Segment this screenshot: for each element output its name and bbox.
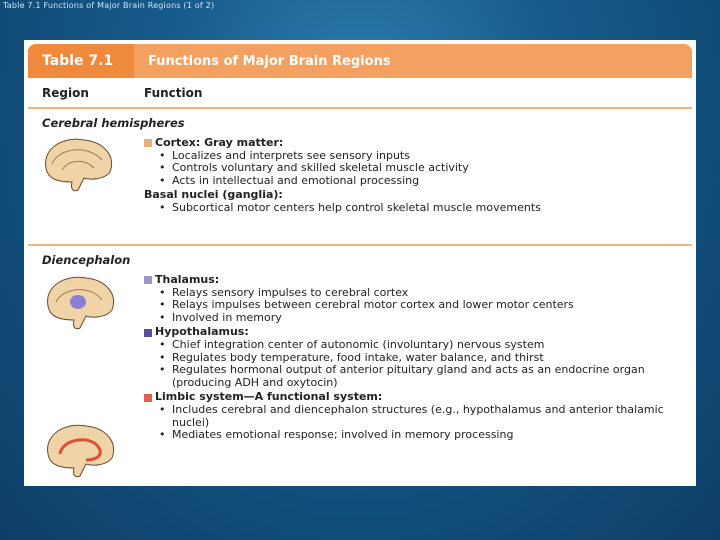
thalamus-swatch — [144, 276, 152, 284]
table-header — [28, 44, 692, 78]
col-region: Region — [42, 86, 89, 100]
brain-thalamus-image — [40, 272, 120, 332]
group-heading: Limbic system—A functional system: — [155, 390, 383, 404]
section-cerebral: Cerebral hemispheres — [42, 116, 185, 130]
section-diencephalon: Diencephalon — [42, 253, 131, 267]
bullet: • Regulates hormonal output of anterior pituitary gland and acts as an endocrine organ — [144, 364, 696, 377]
bullet: • Includes cerebral and diencephalon structures (e.g., hypothalamus and anterior thalamic nuclei) — [144, 404, 696, 429]
group-heading: Thalamus: — [155, 273, 220, 286]
bullet: • Localizes and interprets see sensory inputs — [144, 150, 541, 163]
limbic-swatch — [144, 394, 152, 402]
group-diencephalon — [144, 274, 696, 442]
bullet: • Mediates emotional response; involved in memory processing — [144, 429, 696, 442]
bullet: • Relays sensory impulses to cerebral cortex — [144, 287, 696, 300]
group-heading: Basal nuclei (ganglia): — [144, 188, 283, 202]
table-panel — [24, 40, 696, 486]
group-cortex — [144, 137, 541, 215]
bullet: • Regulates body temperature, food intake, water balance, and thirst — [144, 352, 696, 365]
divider — [28, 244, 692, 246]
bullet: • Subcortical motor centers help control skeletal muscle movements — [144, 202, 541, 215]
divider — [28, 107, 692, 109]
bullet: • Involved in memory — [144, 312, 696, 325]
bullet: • Chief integration center of autonomic (involuntary) nervous system — [144, 339, 696, 352]
hypothalamus-swatch — [144, 329, 152, 337]
col-function: Function — [144, 86, 203, 100]
slide-title: Table 7.1 Functions of Major Brain Regions (1 of 2) — [3, 1, 215, 10]
table-title: Functions of Major Brain Regions — [148, 53, 391, 69]
brain-cortex-image — [38, 134, 118, 194]
group-heading: Hypothalamus: — [155, 325, 249, 339]
brain-limbic-image — [40, 420, 120, 480]
column-headers — [42, 86, 202, 100]
table-number: Table 7.1 — [28, 44, 134, 78]
bullet: • Controls voluntary and skilled skeletal muscle activity — [144, 162, 541, 175]
bullet-continuation: (producing ADH and oxytocin) — [172, 375, 338, 389]
cortex-swatch — [144, 139, 152, 147]
bullet: • Relays impulses between cerebral motor cortex and lower motor centers — [144, 299, 696, 312]
bullet: • Acts in intellectual and emotional processing — [144, 175, 541, 188]
group-heading: Cortex: Gray matter: — [155, 136, 284, 149]
